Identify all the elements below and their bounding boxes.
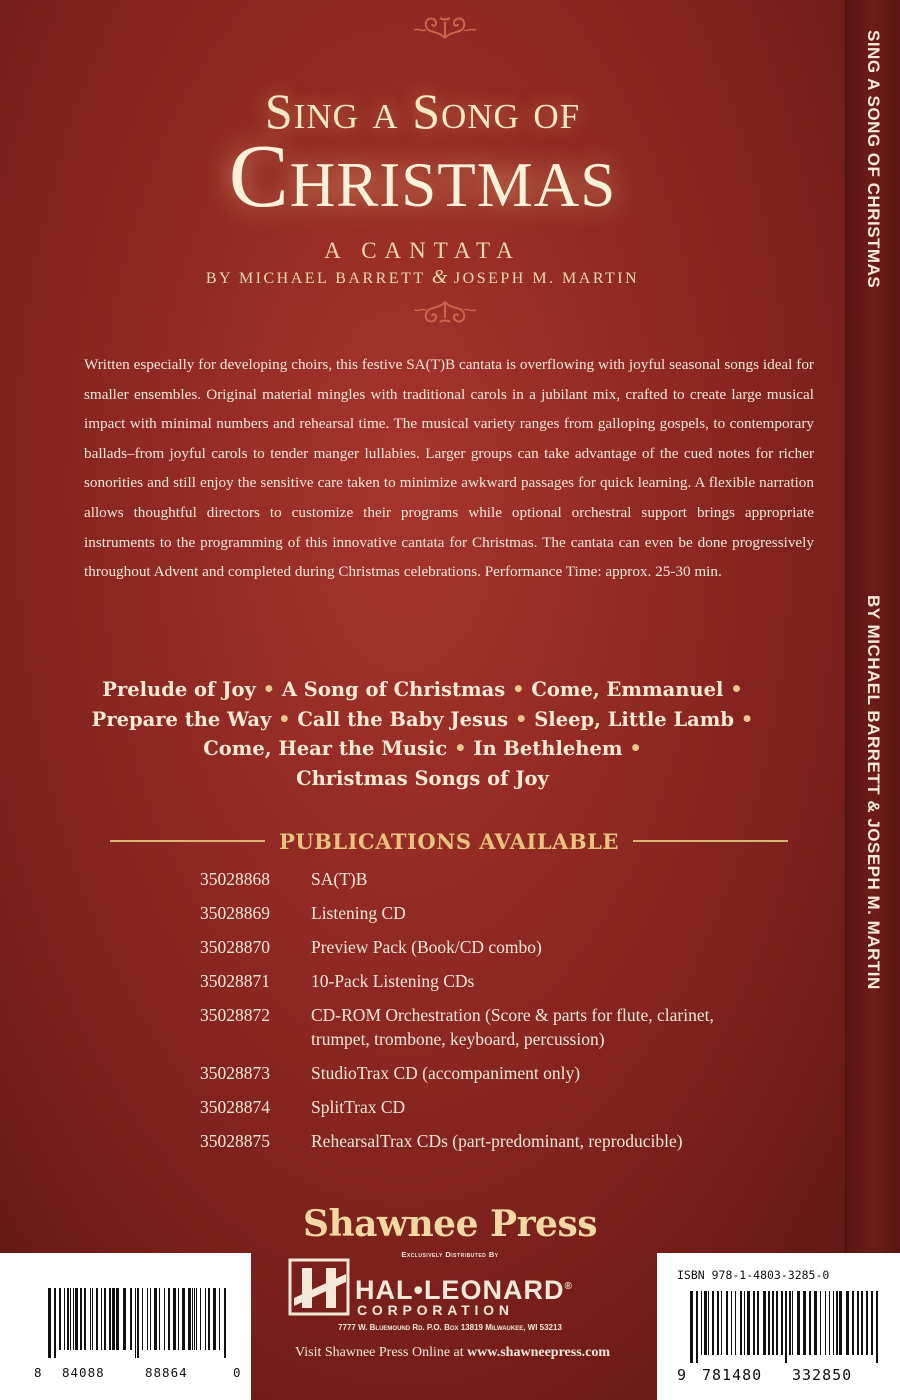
publication-row xyxy=(200,1003,800,1051)
publication-desc: 10-Pack Listening CDs xyxy=(311,971,475,991)
publications-list xyxy=(200,867,800,1163)
publication-code: 35028868 xyxy=(200,869,270,889)
barcode-bar xyxy=(757,1291,759,1355)
publication-row xyxy=(200,1129,800,1153)
barcode-bar xyxy=(712,1291,714,1355)
upc-last-digit: 0 xyxy=(233,1365,242,1380)
byline-author-2: JOSEPH M. MARTIN xyxy=(453,270,640,287)
barcode-bar xyxy=(96,1288,98,1350)
barcode-bar xyxy=(116,1288,119,1350)
hal-leonard-name: HAL•LEONARD® xyxy=(355,1275,573,1305)
barcode-bar xyxy=(776,1291,778,1355)
upc-barcode-panel xyxy=(0,1253,251,1400)
barcode-bar xyxy=(852,1291,854,1355)
hal-leonard-corporation: CORPORATION xyxy=(357,1302,514,1318)
publication-row xyxy=(200,935,800,959)
barcode-bar xyxy=(123,1288,126,1350)
barcode-bar xyxy=(690,1291,693,1363)
website-line: Visit Shawnee Press Online at www.shawneepress.com xyxy=(294,1345,611,1360)
barcode-bar xyxy=(67,1288,69,1350)
isbn-group-1: 781480 xyxy=(702,1366,763,1384)
bullet-icon: • xyxy=(514,707,535,731)
barcode-bar xyxy=(194,1288,195,1350)
publication-row xyxy=(200,1061,800,1085)
barcode-bar xyxy=(768,1291,770,1355)
barcode-bar xyxy=(797,1291,800,1355)
byline xyxy=(0,266,845,289)
publication-code: 35028873 xyxy=(200,1063,270,1083)
barcode-bar xyxy=(721,1291,722,1355)
barcode-bar xyxy=(866,1291,868,1355)
publication-row xyxy=(200,867,800,891)
registered-mark: ® xyxy=(564,1281,573,1292)
barcode-bar xyxy=(192,1288,193,1350)
barcode-bar xyxy=(178,1288,179,1350)
isbn-group-2: 332850 xyxy=(792,1366,853,1384)
bullet-icon: • xyxy=(730,678,743,701)
publication-code: 35028875 xyxy=(200,1131,270,1151)
barcode-bar xyxy=(726,1291,728,1355)
barcode-bar xyxy=(792,1291,793,1355)
barcode-bar xyxy=(59,1288,61,1350)
song-title: Come, Emmanuel xyxy=(531,678,724,701)
barcode-bar xyxy=(182,1288,185,1350)
publications-heading: PUBLICATIONS AVAILABLE xyxy=(279,828,619,854)
barcode-bar xyxy=(92,1288,93,1350)
isbn-barcode xyxy=(690,1291,880,1363)
barcode-bar xyxy=(857,1291,859,1355)
barcode-bar xyxy=(871,1291,873,1355)
barcode-bar xyxy=(839,1291,842,1355)
barcode-bar xyxy=(104,1288,106,1350)
divider xyxy=(633,840,788,842)
barcode-bar xyxy=(142,1288,143,1350)
spine-title: SING A SONG OF CHRISTMAS xyxy=(864,30,883,289)
barcode-bar xyxy=(747,1291,750,1355)
upc-group-1: 84088 xyxy=(62,1365,105,1380)
barcode-bar xyxy=(188,1288,191,1350)
barcode-bar xyxy=(836,1291,838,1355)
upc-group-2: 88864 xyxy=(145,1365,188,1380)
barcode-bar xyxy=(135,1288,136,1358)
title-line-1: Sing a Song of xyxy=(264,83,581,139)
barcode-bar xyxy=(84,1288,86,1350)
publication-code: 35028871 xyxy=(200,971,270,991)
barcode-bar xyxy=(829,1291,830,1355)
barcode-bar xyxy=(772,1291,774,1355)
barcode-bar xyxy=(740,1291,742,1355)
bullet-icon: • xyxy=(262,678,282,701)
byline-author-1: BY MICHAEL BARRETT xyxy=(205,270,426,287)
barcode-bar xyxy=(109,1288,111,1350)
publication-desc: CD-ROM Orchestration (Score & parts for flute, clarinet, trumpet, trombone, keyboard, percussion) xyxy=(311,1005,714,1049)
barcode-bar xyxy=(704,1291,707,1355)
barcode-bar xyxy=(48,1288,51,1358)
barcode-bar xyxy=(861,1291,863,1355)
publication-desc: Preview Pack (Book/CD combo) xyxy=(311,937,542,957)
barcode-bar xyxy=(130,1288,132,1350)
barcode-bar xyxy=(814,1291,817,1355)
description: Written especially for developing choirs, this festive SA(T)B cantata is overflowing with joyful seasonal songs ideal for smaller ensembles. Original material mingles with traditional carols in a jubilant mix, crafted to create large musical impact with minimal numbers and rehearsal time. The musical variety ranges from galloping gospels, to contemporary ballads–from joyful carols to tender manger lullabies. Larger groups can take advantage of the cued notes for richer sonorities and still enjoy the sensitive care taken to minimize awkward passages for quick learning. A flexible narration allows thoughtful directors to customize their programs while optional orchestral support brings appropriate instruments to the programming of this innovative cantata for Christmas. The cantata can even be done progressively throughout Advent and completed during Christmas celebrations. Performance Time: approx. 25-30 min. xyxy=(84,356,814,581)
upc-first-digit: 8 xyxy=(34,1365,43,1380)
bullet-icon: • xyxy=(740,707,754,731)
publication-code: 35028872 xyxy=(200,1005,270,1025)
barcode-bar xyxy=(64,1288,65,1350)
spine xyxy=(845,0,900,1400)
barcode-bar xyxy=(701,1291,702,1355)
publication-code: 35028874 xyxy=(200,1097,270,1117)
song-title: In Bethlehem xyxy=(473,737,623,760)
subtitle: A CANTATA xyxy=(324,238,521,263)
barcode-bar xyxy=(219,1288,220,1350)
isbn-label: ISBN 978-1-4803-3285-0 xyxy=(677,1268,830,1282)
barcode-bar xyxy=(708,1291,709,1355)
barcode-bar xyxy=(90,1288,91,1350)
song-title: A Song of Christmas xyxy=(281,678,506,701)
title-line-2: Christmas xyxy=(228,127,617,226)
barcode-bar xyxy=(137,1288,139,1358)
barcode-bar xyxy=(753,1291,755,1355)
byline-ampersand: & xyxy=(431,266,448,288)
barcode-bar xyxy=(54,1288,56,1358)
barcode-bar xyxy=(744,1291,745,1355)
top-ornament-icon xyxy=(410,8,480,44)
spine-authors: BY MICHAEL BARRETT & JOSEPH M. MARTIN xyxy=(864,595,883,990)
barcode-bar xyxy=(112,1288,115,1350)
barcode-bar xyxy=(200,1288,201,1350)
publication-desc: SA(T)B xyxy=(311,869,368,889)
barcode-bar xyxy=(696,1291,698,1363)
barcode-bar xyxy=(213,1288,216,1350)
barcode-bar xyxy=(735,1291,736,1355)
barcode-bar xyxy=(876,1291,878,1363)
upc-barcode xyxy=(48,1288,228,1358)
song-title: Prepare the Way xyxy=(91,707,272,731)
publication-row xyxy=(200,969,800,993)
barcode-bar xyxy=(168,1288,170,1350)
bullet-icon: • xyxy=(629,737,642,760)
barcode-bar xyxy=(154,1288,157,1350)
distributed-by: Exclusively Distributed By xyxy=(401,1250,499,1259)
bullet-icon: • xyxy=(278,707,298,731)
barcode-bar xyxy=(820,1291,821,1355)
barcode-bar xyxy=(75,1288,78,1350)
publication-code: 35028870 xyxy=(200,937,270,957)
barcode-bar xyxy=(73,1288,74,1350)
barcode-bar xyxy=(717,1291,719,1355)
barcode-bar xyxy=(205,1288,206,1350)
barcode-bar xyxy=(803,1291,806,1355)
barcode-bar xyxy=(159,1288,160,1350)
barcode-bar xyxy=(785,1291,787,1363)
song-list xyxy=(0,675,845,793)
barcode-bar xyxy=(846,1291,849,1355)
publication-row xyxy=(200,901,800,925)
song-title: Sleep, Little Lamb xyxy=(534,707,735,731)
barcode-bar xyxy=(196,1288,197,1350)
song-title: Come, Hear the Music xyxy=(203,737,448,760)
publication-desc: SplitTrax CD xyxy=(311,1097,406,1117)
divider xyxy=(110,840,265,842)
isbn-first-digit: 9 xyxy=(677,1366,688,1384)
publication-desc: StudioTrax CD (accompaniment only) xyxy=(311,1063,581,1083)
publication-code: 35028869 xyxy=(200,903,270,923)
barcode-bar xyxy=(101,1288,102,1350)
barcode-bar xyxy=(825,1291,826,1355)
hal-leonard-logo-icon xyxy=(288,1258,352,1318)
bullet-icon: • xyxy=(454,737,474,760)
barcode-bar xyxy=(809,1291,811,1355)
publication-desc: Listening CD xyxy=(311,903,406,923)
barcode-bar xyxy=(789,1291,791,1355)
publisher-name: Shawnee Press xyxy=(303,1203,597,1245)
distributor-address: 7777 W. Bluemound Rd. P.O. Box 13819 Milwaukee, WI 53213 xyxy=(338,1323,562,1332)
barcode-bar xyxy=(173,1288,176,1350)
barcode-bar xyxy=(80,1288,82,1350)
song-title: Christmas Songs of Joy xyxy=(296,766,549,790)
publication-desc: RehearsalTrax CDs (part-predominant, reproducible) xyxy=(311,1131,683,1151)
song-title: Prelude of Joy xyxy=(102,678,256,701)
barcode-bar xyxy=(224,1288,226,1358)
barcode-bar xyxy=(208,1288,210,1350)
website-url[interactable]: www.shawneepress.com xyxy=(467,1345,611,1360)
barcode-bar xyxy=(147,1288,148,1350)
barcode-bar xyxy=(731,1291,732,1355)
song-title: Call the Baby Jesus xyxy=(297,707,509,731)
publication-row xyxy=(200,1095,800,1119)
bullet-icon: • xyxy=(512,678,532,701)
barcode-bar xyxy=(781,1291,783,1355)
publications-header xyxy=(110,825,788,857)
isbn-barcode-panel xyxy=(657,1253,900,1400)
barcode-bar xyxy=(70,1288,71,1350)
barcode-bar xyxy=(150,1288,151,1350)
barcode-bar xyxy=(763,1291,766,1355)
barcode-bar xyxy=(164,1288,165,1350)
barcode-bar xyxy=(833,1291,834,1355)
bottom-ornament-icon xyxy=(410,296,480,332)
